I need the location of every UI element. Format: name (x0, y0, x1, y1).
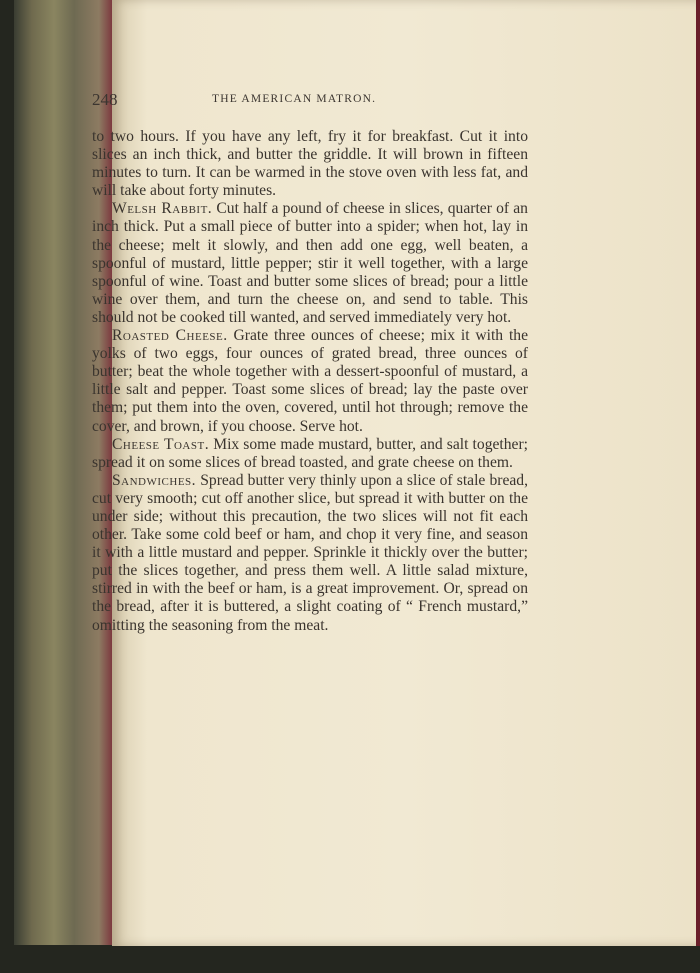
paragraph-text: to two hours. If you have any left, fry it for breakfast. Cut it into slices an inch thick, and butter the griddle. It will brown in fifteen minutes to turn. It can be warmed in the stove oven with less fat, and will take about forty minutes. (92, 128, 528, 200)
recipe-welsh-rabbit (92, 200, 528, 327)
recipe-text: Mix some made mustard, butter, and salt together; spread it on some slices of bread toasted, and grate cheese on them. (92, 435, 528, 471)
recipe-text: Cut half a pound of cheese in slices, quarter of an inch thick. Put a small piece of butter into a spider; when hot, lay in the cheese; melt it slowly, and then add one egg, well beaten, a spoonful of mustard, little pepper; stir it well together, with a large spoonful of wine. Toast and butter some slices of bread; pour a little wine over them, and turn the cheese on, and send to table. This should not be cooked till wanted, and served immediately very hot. (92, 200, 528, 326)
recipe-heading: Welsh Rabbit. (112, 200, 213, 218)
recipe-heading: Cheese Toast. (112, 435, 210, 453)
paragraph-continued (92, 128, 528, 200)
page-body (92, 128, 528, 635)
recipe-heading: Roasted Cheese. (112, 327, 228, 345)
recipe-text: Spread butter very thinly upon a slice of stale bread, cut very smooth; cut off another slice, but spread it with butter on the under side; without this precaution, the two slices will not fit each other. Take some cold beef or ham, and chop it very fine, and season it with a little mustard and pepper. Sprinkle it thickly over the butter; put the slices together, and press them well. A little salad mixture, stirred in with the beef or ham, is a great improvement. Or, spread on the bread, after it is buttered, a slight coating of “ French mustard,” omitting the seasoning from the meat. (92, 471, 528, 634)
recipe-heading: Sandwiches. (112, 471, 197, 489)
page-number: 248 (92, 90, 118, 109)
page-right-edge (696, 0, 700, 946)
page-header (92, 90, 532, 110)
recipe-roasted-cheese (92, 327, 528, 436)
recipe-text: Grate three ounces of cheese; mix it with the yolks of two eggs, four ounces of grated bread, three ounces of butter; beat the whole together with a dessert-spoonful of mustard, a little salt and pepper. Toast some slices of bread; lay the paste over them; put them into the oven, covered, until hot through; remove the cover, and brown, if you choose. Serve hot. (92, 327, 528, 435)
recipe-cheese-toast (92, 436, 528, 472)
recipe-sandwiches (92, 472, 528, 635)
running-title: THE AMERICAN MATRON. (212, 93, 377, 105)
